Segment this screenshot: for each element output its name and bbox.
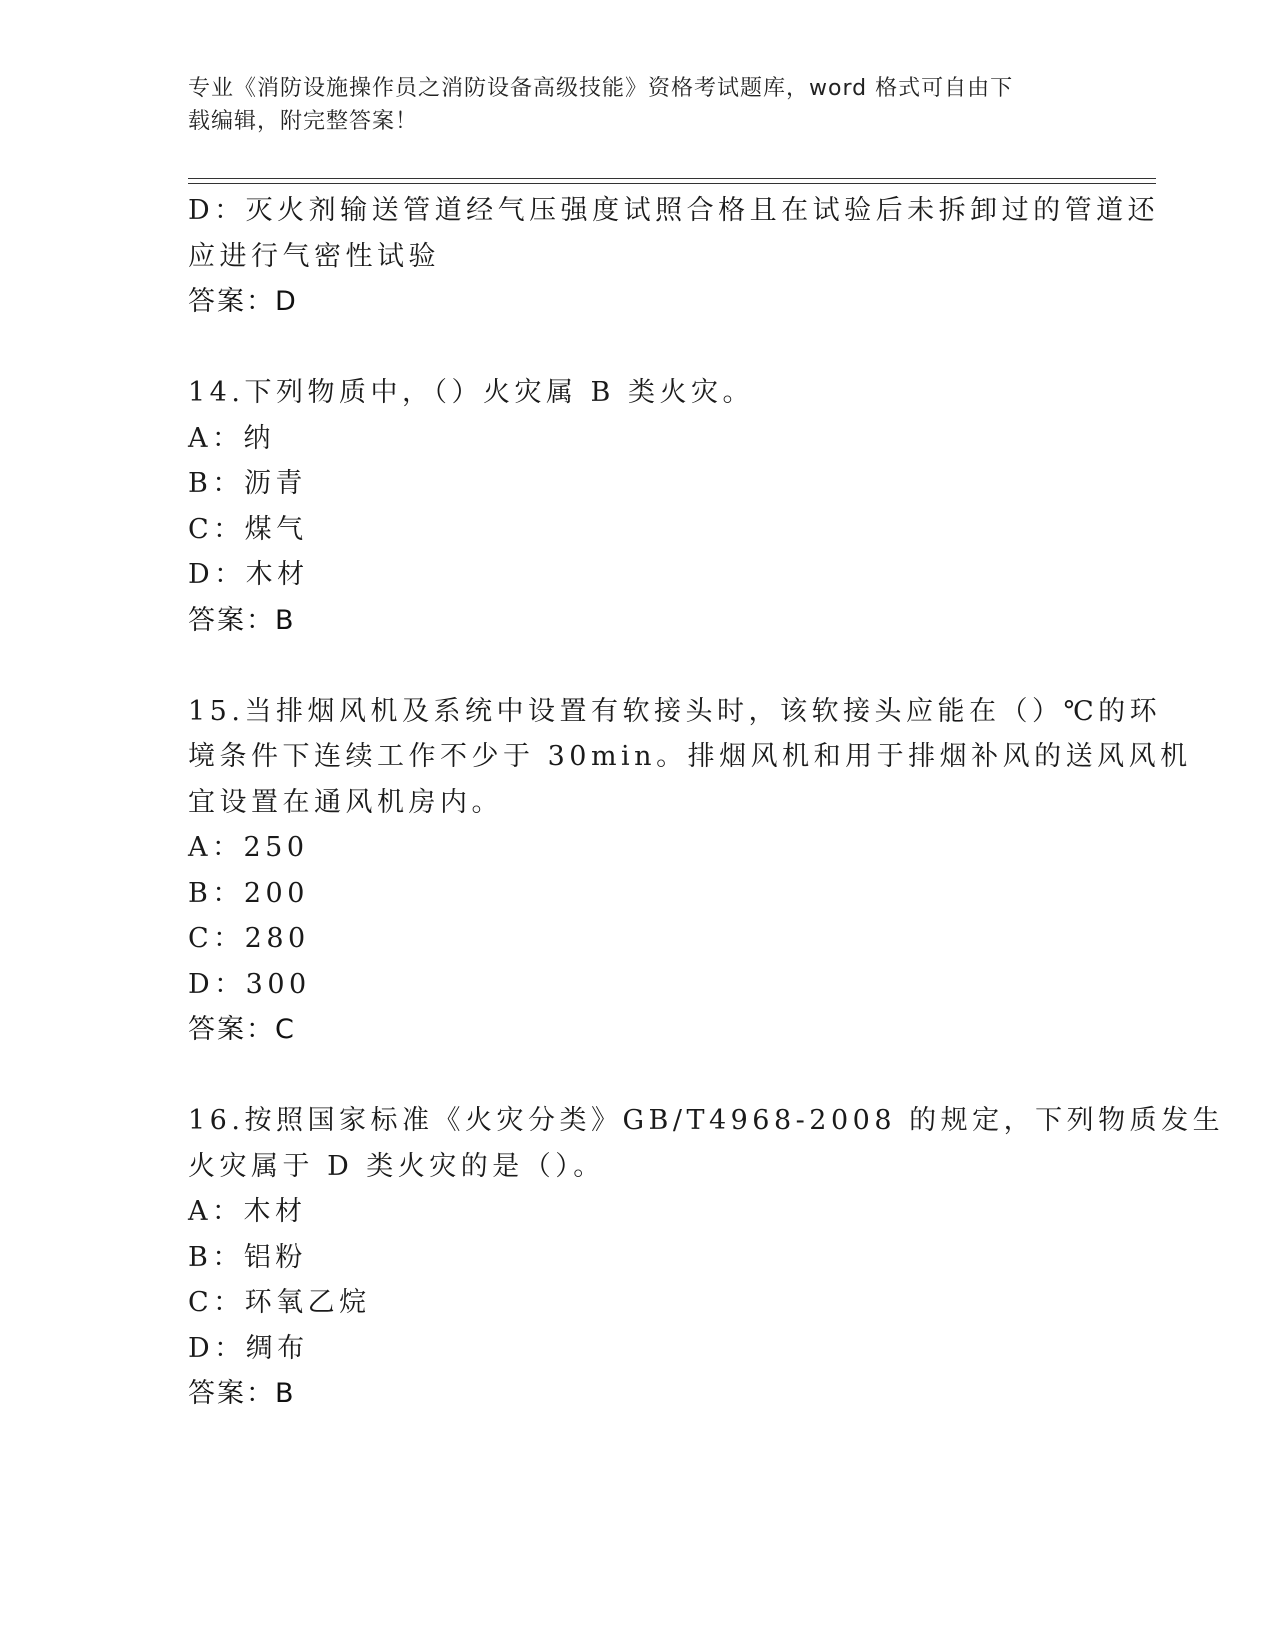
- q15-option-d: D：300: [188, 968, 311, 1000]
- question-15: [188, 689, 1192, 1053]
- q15-stem-line-2: 境条件下连续工作不少于 30min。排烟风机和用于排烟补风的送风风机: [188, 741, 1192, 772]
- header-divider-bottom: [188, 183, 1156, 184]
- q16-option-c: C：环氧乙烷: [188, 1287, 371, 1318]
- document-header-note: [188, 72, 1068, 138]
- question-14: [188, 370, 1088, 643]
- q15-option-a: A：250: [188, 832, 309, 863]
- q15-option-c: C：280: [188, 923, 310, 954]
- header-line-1: 专业《消防设施操作员之消防设备高级技能》资格考试题库，word 格式可自由下: [188, 76, 1014, 101]
- q16-stem-line-2: 火灾属于 D 类火灾的是（）。: [188, 1150, 605, 1182]
- spacer: [188, 643, 1088, 689]
- q14-option-b: B：沥青: [188, 468, 307, 499]
- q13-answer: 答案：D: [188, 286, 298, 317]
- question-16: [188, 1098, 1225, 1417]
- spacer: [188, 1053, 1088, 1099]
- q15-answer: 答案：C: [188, 1014, 296, 1045]
- q15-option-b: B：200: [188, 877, 309, 909]
- spacer: [188, 325, 1088, 371]
- header-line-2: 载编辑，附完整答案！: [188, 109, 419, 134]
- q13-option-d-line-2: 应进行气密性试验: [188, 240, 440, 272]
- q16-option-b: B：铝粉: [188, 1241, 307, 1273]
- header-divider-top: [188, 178, 1156, 179]
- q16-option-a: A：木材: [188, 1196, 307, 1227]
- q14-option-a: A：纳: [188, 422, 275, 454]
- q15-stem-line-1: 15.当排烟风机及系统中设置有软接头时，该软接头应能在（）℃的环: [188, 695, 1162, 727]
- q16-answer: 答案：B: [188, 1378, 296, 1409]
- q14-option-c: C：煤气: [188, 513, 308, 545]
- q16-option-d: D：绸布: [188, 1332, 309, 1364]
- q14-stem: 14.下列物质中，（）火灾属 B 类火灾。: [188, 377, 754, 408]
- q14-answer: 答案：B: [188, 604, 296, 636]
- q15-stem-line-3: 宜设置在通风机房内。: [188, 786, 503, 818]
- question-content: [188, 188, 1225, 1417]
- question-13: [188, 188, 1160, 325]
- q16-stem-line-1: 16.按照国家标准《火灾分类》GB/T4968-2008 的规定，下列物质发生: [188, 1105, 1225, 1136]
- q13-option-d-line-1: D：灭火剂输送管道经气压强度试照合格且在试验后未拆卸过的管道还: [188, 195, 1160, 226]
- q14-option-d: D：木材: [188, 559, 309, 590]
